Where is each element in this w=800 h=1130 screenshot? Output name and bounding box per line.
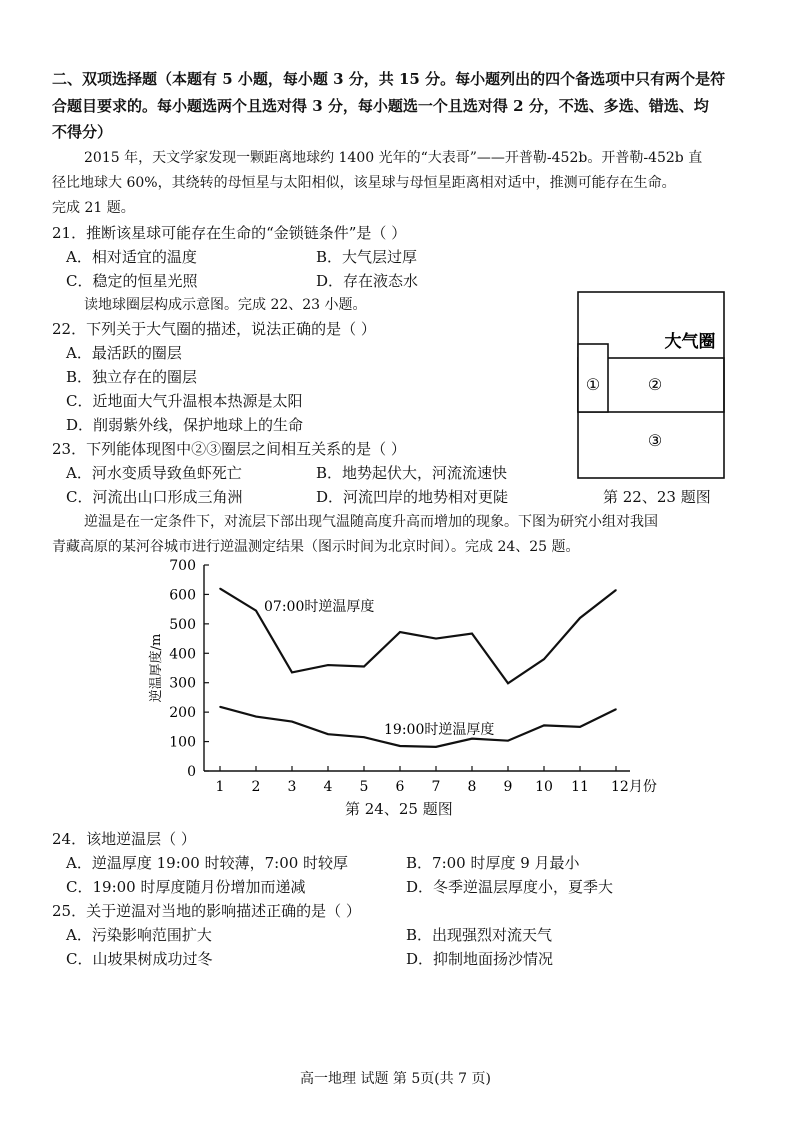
data-point	[219, 706, 221, 708]
q25-option-c: C．山坡果树成功过冬	[66, 950, 213, 968]
y-tick-label: 100	[169, 734, 196, 751]
y-tick-label: 600	[169, 587, 196, 604]
data-point	[219, 588, 221, 590]
passage2-line2: 青藏高原的某河谷城市进行逆温测定结果（图示时间为北京时间）。完成 24、25 题。	[52, 539, 580, 555]
label-sphere-2: ②	[647, 375, 663, 394]
label-sphere-3: ③	[647, 431, 663, 450]
section-header-line3: 不得分）	[52, 123, 113, 141]
section-header-line1: 二、双项选择题（本题有 5 小题，每小题 3 分，共 15 分。每小题列出的四个备选项中只有两个是符	[52, 70, 726, 88]
data-point	[363, 736, 365, 738]
q25-option-b: B．出现强烈对流天气	[406, 926, 553, 944]
q22-option-b: B．独立存在的圈层	[66, 368, 198, 386]
q23-option-a: A．河水变质导致鱼虾死亡	[66, 464, 242, 482]
inversion-thickness-chart	[130, 556, 670, 796]
q21-stem: 21．推断该星球可能存在生命的“金锁链条件”是（ ）	[52, 224, 407, 242]
y-tick-label: 200	[169, 705, 196, 722]
data-point	[543, 725, 545, 727]
data-point	[471, 738, 473, 740]
q25-option-d: D．抑制地面扬沙情况	[406, 950, 554, 968]
section-header-line2: 合题目要求的。每小题选两个且选对得 3 分，每小题选一个且选对得 2 分，不选、多选、错选、均	[52, 97, 709, 115]
y-tick-label: 400	[169, 646, 196, 663]
q22-option-c: C．近地面大气升温根本热源是太阳	[66, 392, 303, 410]
passage1-line2: 径比地球大 60%，其绕转的母恒星与太阳相似，该星球与母恒星距离相对适中，推测可能存在生命。	[52, 175, 676, 191]
q24-option-d: D．冬季逆温层厚度小，夏季大	[406, 878, 614, 896]
q21-option-a: A．相对适宜的温度	[66, 248, 197, 266]
data-point	[327, 664, 329, 666]
chart-caption: 第 24、25 题图	[345, 800, 453, 818]
q23-option-c: C．河流出山口形成三角洲	[66, 488, 243, 506]
x-tick-label: 5	[359, 779, 369, 795]
q25-option-a: A．污染影响范围扩大	[66, 926, 212, 944]
y-tick-label: 0	[187, 764, 196, 780]
x-tick-label: 7	[431, 779, 441, 795]
q23-option-d: D．河流凹岸的地势相对更陡	[316, 488, 509, 506]
data-point	[579, 726, 581, 728]
q23-stem: 23．下列能体现图中②③圈层之间相互关系的是（ ）	[52, 440, 406, 458]
data-point	[255, 716, 257, 718]
x-tick-label: 3	[287, 779, 297, 795]
x-tick-label: 12月份	[611, 779, 657, 795]
x-tick-label: 8	[467, 779, 477, 795]
q22-option-d: D．削弱紫外线，保护地球上的生命	[66, 416, 304, 434]
diagram-caption: 第 22、23 题图	[603, 488, 711, 506]
data-point	[363, 666, 365, 668]
data-point	[291, 672, 293, 674]
earth-spheres-diagram	[570, 286, 740, 486]
q23-option-b: B．地势起伏大，河流流速快	[316, 464, 508, 482]
data-point	[399, 745, 401, 747]
series-label-1900: 19:00时逆温厚度	[384, 722, 495, 738]
label-atmosphere: 大气圈	[664, 332, 716, 352]
x-tick-label: 2	[251, 779, 261, 795]
x-tick-label: 10	[535, 779, 553, 795]
q24-option-c: C．19:00 时厚度随月份增加而递减	[66, 878, 306, 896]
data-point	[615, 708, 617, 710]
x-tick-label: 6	[395, 779, 405, 795]
label-sphere-1: ①	[585, 375, 601, 394]
data-point	[507, 740, 509, 742]
data-point	[507, 683, 509, 685]
passage1-line1: 2015 年，天文学家发现一颗距离地球约 1400 光年的“大表哥”——开普勒-452b。开普勒-452b 直	[84, 150, 703, 166]
q24-option-b: B．7:00 时厚度 9 月最小	[406, 854, 580, 872]
x-tick-label: 11	[571, 779, 589, 795]
x-tick-label: 1	[215, 779, 225, 795]
page-footer: 高一地理 试题 第 5页(共 7 页)	[300, 1071, 491, 1087]
data-point	[471, 633, 473, 635]
passage1-line3: 完成 21 题。	[52, 200, 135, 216]
series-label-0700: 07:00时逆温厚度	[264, 599, 375, 615]
q25-stem: 25．关于逆温对当地的影响描述正确的是（ ）	[52, 902, 361, 920]
y-tick-label: 500	[169, 616, 196, 633]
q21-option-c: C．稳定的恒星光照	[66, 272, 198, 290]
y-tick-label: 300	[169, 675, 196, 692]
q21-option-d: D．存在液态水	[316, 272, 419, 290]
data-point	[615, 589, 617, 591]
x-tick-label: 9	[503, 779, 513, 795]
data-point	[255, 610, 257, 612]
q21-option-b: B．大气层过厚	[316, 248, 418, 266]
intro-22-23: 读地球圈层构成示意图。完成 22、23 小题。	[84, 297, 367, 313]
x-tick-label: 4	[323, 779, 333, 795]
data-point	[435, 638, 437, 640]
data-point	[399, 631, 401, 633]
q22-option-a: A．最活跃的圈层	[66, 344, 182, 362]
data-point	[435, 746, 437, 748]
q24-option-a: A．逆温厚度 19:00 时较薄，7:00 时较厚	[66, 854, 349, 872]
data-point	[291, 721, 293, 723]
y-axis-label: 逆温厚度/m	[149, 633, 164, 703]
data-point	[327, 733, 329, 735]
y-tick-label: 700	[169, 558, 196, 574]
q24-stem: 24．该地逆温层（ ）	[52, 830, 196, 848]
data-point	[543, 658, 545, 660]
passage2-line1: 逆温是在一定条件下，对流层下部出现气温随高度升高而增加的现象。下图为研究小组对我国	[84, 514, 658, 530]
q22-stem: 22．下列关于大气圈的描述，说法正确的是（ ）	[52, 320, 376, 338]
data-point	[579, 617, 581, 619]
